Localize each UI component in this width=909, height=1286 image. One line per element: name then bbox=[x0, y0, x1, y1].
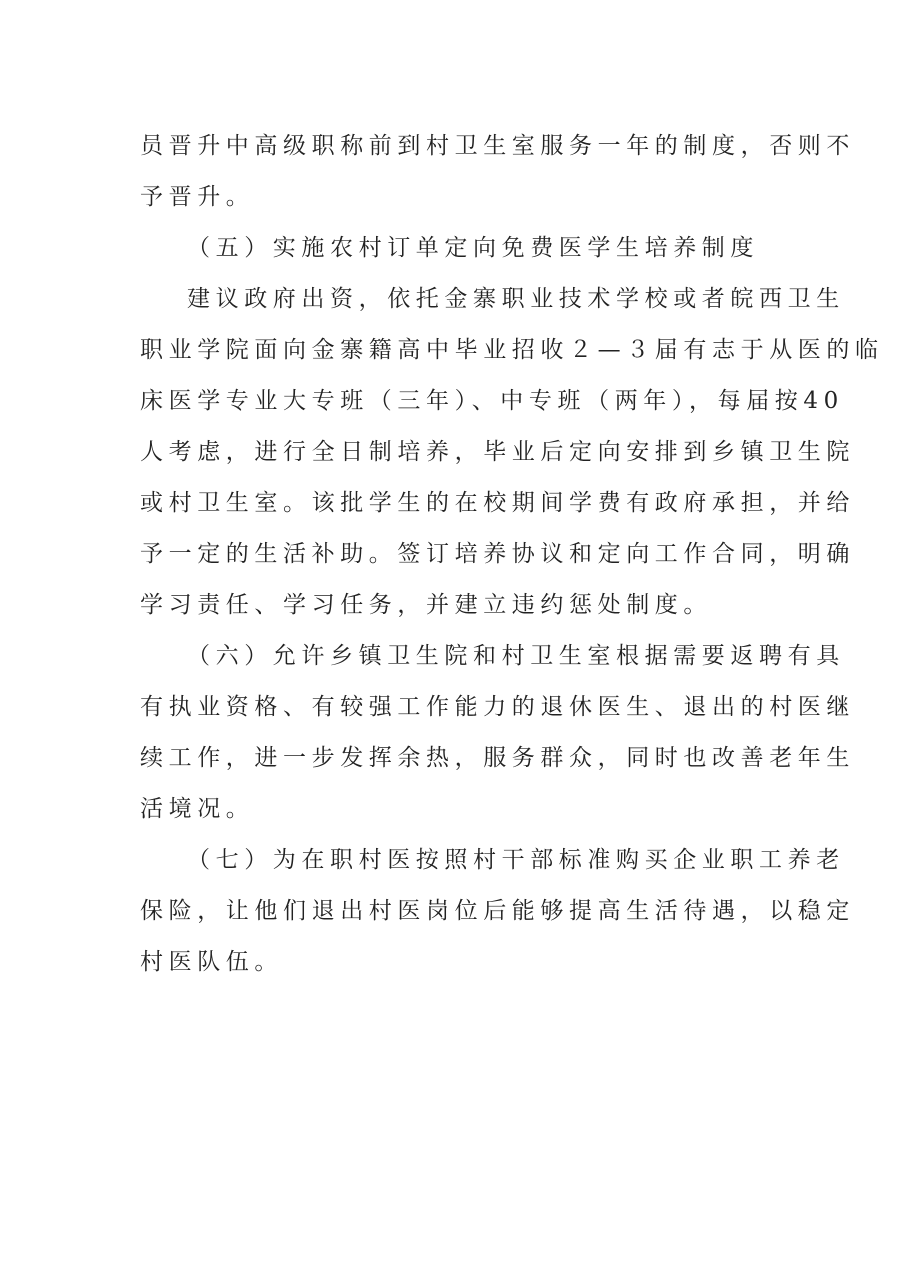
section-item-6: （六）允许乡镇卫生院和村卫生室根据需要返聘有具 bbox=[187, 643, 845, 669]
paragraph-line: 予晋升。 bbox=[140, 184, 255, 210]
paragraph-line: 保险，让他们退出村医岗位后能够提高生活待遇，以稳定 bbox=[140, 898, 855, 924]
section-heading-5: （五）实施农村订单定向免费医学生培养制度 bbox=[187, 235, 759, 261]
paragraph-line: 有执业资格、有较强工作能力的退休医生、退出的村医继 bbox=[140, 694, 855, 720]
document-body bbox=[140, 121, 884, 988]
paragraph-line: 人考虑，进行全日制培养，毕业后定向安排到乡镇卫生院 bbox=[140, 439, 855, 465]
paragraph-line: 建议政府出资，依托金寨职业技术学校或者皖西卫生 bbox=[187, 286, 845, 312]
paragraph-line: 床医学专业大专班（三年）、中专班（两年），每届按40 bbox=[140, 388, 844, 414]
paragraph-line: 活境况。 bbox=[140, 796, 255, 822]
paragraph-line: 村医队伍。 bbox=[140, 949, 283, 975]
paragraph-line: 职业学院面向金寨籍高中毕业招收２—３届有志于从医的临 bbox=[140, 337, 884, 363]
paragraph-line: 续工作，进一步发挥余热，服务群众，同时也改善老年生 bbox=[140, 745, 855, 771]
paragraph-line: 学习责任、学习任务，并建立违约惩处制度。 bbox=[140, 592, 712, 618]
paragraph-line: 员晋升中高级职称前到村卫生室服务一年的制度，否则不 bbox=[140, 133, 855, 159]
paragraph-line: 或村卫生室。该批学生的在校期间学费有政府承担，并给 bbox=[140, 490, 855, 516]
paragraph-line: 予一定的生活补助。签订培养协议和定向工作合同，明确 bbox=[140, 541, 855, 567]
section-item-7: （七）为在职村医按照村干部标准购买企业职工养老 bbox=[187, 847, 845, 873]
